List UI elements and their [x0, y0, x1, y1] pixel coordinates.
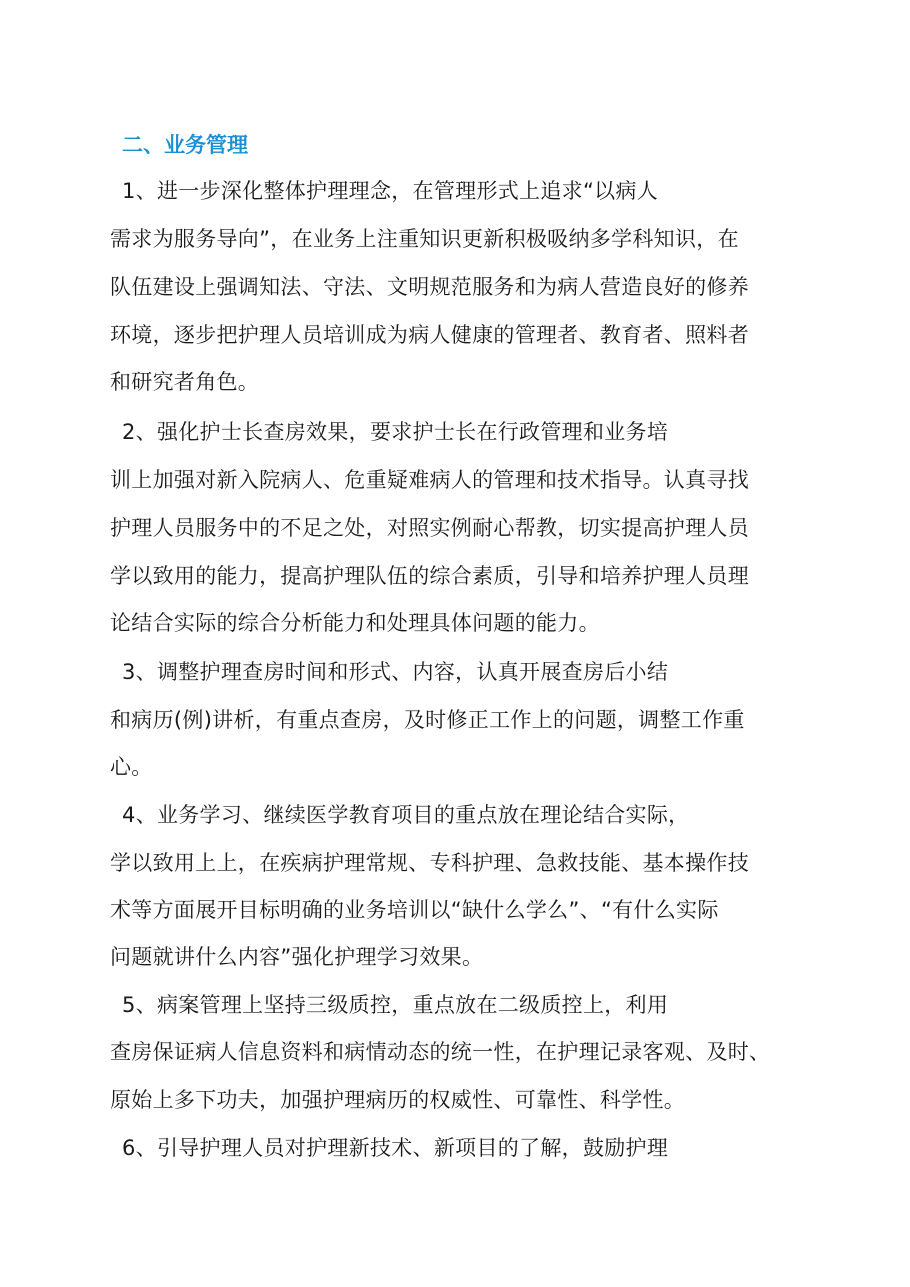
paragraph-3-line-2: 和病历(例)讲析，有重点查房，及时修正工作上的问题，调整工作重 — [110, 708, 745, 732]
paragraph-4-line-4: 问题就讲什么内容”强化护理学习效果。 — [110, 945, 484, 969]
paragraph-2-line-1: 2、强化护士长查房效果，要求护士长在行政管理和业务培 — [122, 420, 669, 444]
paragraph-4-line-1: 4、业务学习、继续医学教育项目的重点放在理论结合实际， — [122, 803, 690, 827]
paragraph-1-line-5: 和研究者角色。 — [110, 370, 260, 394]
paragraph-2-line-4: 学以致用的能力，提高护理队伍的综合素质，引导和培养护理人员理 — [110, 564, 749, 588]
paragraph-2-line-3: 护理人员服务中的不足之处，对照实例耐心帮教，切实提高护理人员 — [110, 516, 749, 540]
paragraph-1-line-2: 需求为服务导向”，在业务上注重知识更新积极吸纳多学科知识，在 — [110, 227, 739, 251]
paragraph-2-line-2: 训上加强对新入院病人、危重疑难病人的管理和技术指导。认真寻找 — [110, 468, 749, 492]
paragraph-3-line-1: 3、调整护理查房时间和形式、内容，认真开展查房后小结 — [122, 660, 669, 684]
paragraph-1-line-3: 队伍建设上强调知法、守法、文明规范服务和为病人营造良好的修养 — [110, 275, 749, 299]
paragraph-2-line-5: 论结合实际的综合分析能力和处理具体问题的能力。 — [110, 611, 600, 635]
paragraph-5-line-3: 原始上多下功夫，加强护理病历的权威性、可靠性、科学性。 — [110, 1088, 686, 1112]
paragraph-4-line-3: 术等方面展开目标明确的业务培训以“缺什么学么”、“有什么实际 — [110, 898, 719, 922]
paragraph-5-line-1: 5、病案管理上坚持三级质控，重点放在二级质控上，利用 — [122, 993, 669, 1017]
paragraph-1-line-1: 1、进一步深化整体护理理念，在管理形式上追求“以病人 — [122, 179, 659, 203]
paragraph-6-line-1: 6、引导护理人员对护理新技术、新项目的了解，鼓励护理 — [122, 1136, 669, 1160]
paragraph-5-line-2: 查房保证病人信息资料和病情动态的统一性，在护理记录客观、及时、 — [110, 1040, 771, 1064]
section-heading: 二、业务管理 — [122, 133, 248, 157]
paragraph-4-line-2: 学以致用上上，在疾病护理常规、专科护理、急救技能、基本操作技 — [110, 851, 749, 875]
paragraph-1-line-4: 环境，逐步把护理人员培训成为病人健康的管理者、教育者、照料者 — [110, 323, 749, 347]
paragraph-3-line-3: 心。 — [110, 755, 153, 779]
